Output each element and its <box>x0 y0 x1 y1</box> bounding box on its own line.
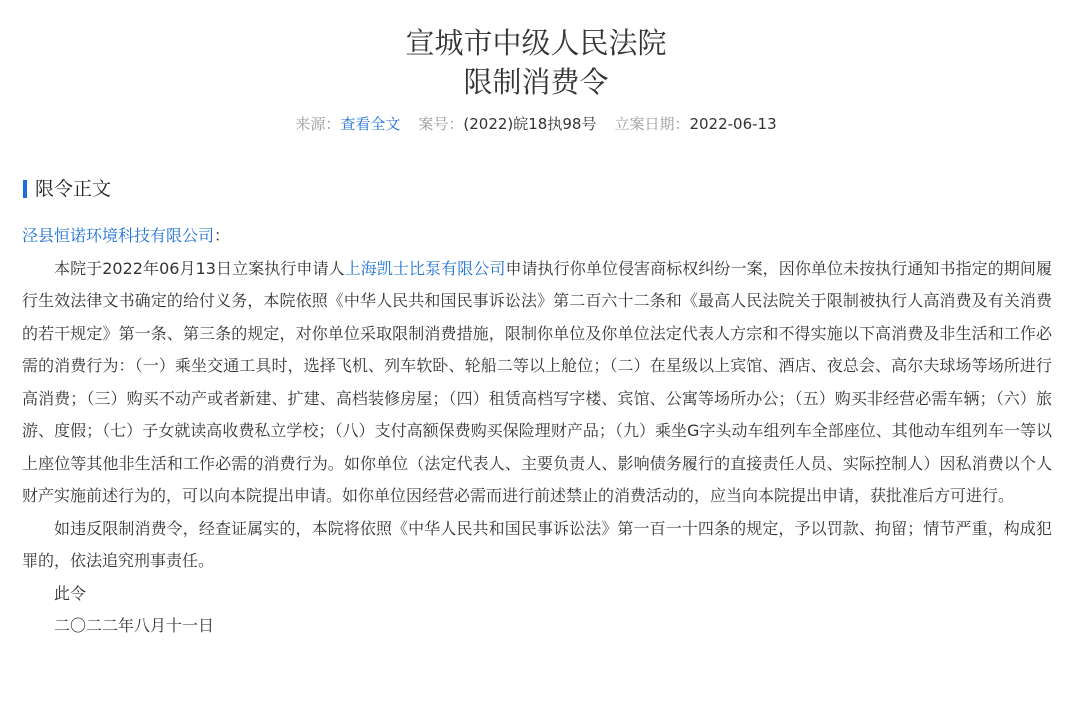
addressee-company-link[interactable]: 泾县恒诺环境科技有限公司 <box>22 226 215 245</box>
court-name: 宣城市中级人民法院 <box>405 26 667 60</box>
applicant-company-link[interactable]: 上海凯士比泵有限公司 <box>344 258 506 278</box>
signature-date: 二〇二二年八月十一日 <box>54 616 215 635</box>
case-number-label: 案号： <box>418 115 464 133</box>
addressee-colon: ： <box>214 226 231 245</box>
document-type-title: 限制消费令 <box>463 65 609 99</box>
section-accent-bar <box>23 180 27 198</box>
case-number: (2022)皖18执98号 <box>463 115 597 133</box>
source-label: 来源： <box>295 115 341 133</box>
paragraph-text-after: 申请执行你单位侵害商标权纠纷一案，因你单位未按执行通知书指定的期间履行生效法律文书确定的给付义务，本院依照《中华人民共和国民事诉讼法》第二百六十二条和《最高人民法院关于限制被执行人高消费及有关消费的若干规定》第一条、第三条的规定，对你单位采取限制消费措施，限制你单位及你单位法定代表人方宗和不得实施以下高消费及非生活和工作必需的消费行为：（一）乘坐交通工具时，选择飞机、列车软卧、轮船二等以上舱位；（二）在星级以上宾馆、酒店、夜总会、高尔夫球场等场所进行高消费；（三）购买不动产或者新建、扩建、高档装修房屋；（四）租赁高档写字楼、宾馆、公寓等场所办公；（五）购买非经营必需车辆；（六）旅游、度假；（七）子女就读高收费私立学校；（八）支付高额保费购买保险理财产品；（九）乘坐G字头动车组列车全部座位、其他动车组列车一等以上座位等其他非生活和工作必需的消费行为。如你单位（法定代表人、主要负责人、影响债务履行的直接责任人员、实际控制人）因私消费以个人财产实施前述行为的，可以向本院提出申请。如你单位因经营必需而进行前述禁止的消费活动的，应当向本院提出申请，获批准后方可进行。 <box>22 258 1052 505</box>
paragraph-text-before: 本院于2022年06月13日立案执行申请人 <box>54 258 345 278</box>
filing-date: 2022-06-13 <box>689 115 777 133</box>
filing-date-label: 立案日期： <box>614 115 690 133</box>
document-header <box>0 0 1072 134</box>
order-paragraph-penalty: 如违反限制消费令，经查证属实的，本院将依照《中华人民共和国民事诉讼法》第一百一十四条的规定，予以罚款、拘留；情节严重，构成犯罪的，依法追究刑事责任。 <box>22 518 1052 570</box>
addressee-line <box>22 220 1052 253</box>
section-title: 限令正文 <box>35 178 112 200</box>
order-paragraph-main <box>22 253 1052 513</box>
closing-phrase: 此令 <box>54 583 87 603</box>
section-header <box>23 177 111 201</box>
document-meta <box>0 114 1072 134</box>
order-body <box>22 220 1052 643</box>
view-full-text-link[interactable]: 查看全文 <box>340 115 401 133</box>
